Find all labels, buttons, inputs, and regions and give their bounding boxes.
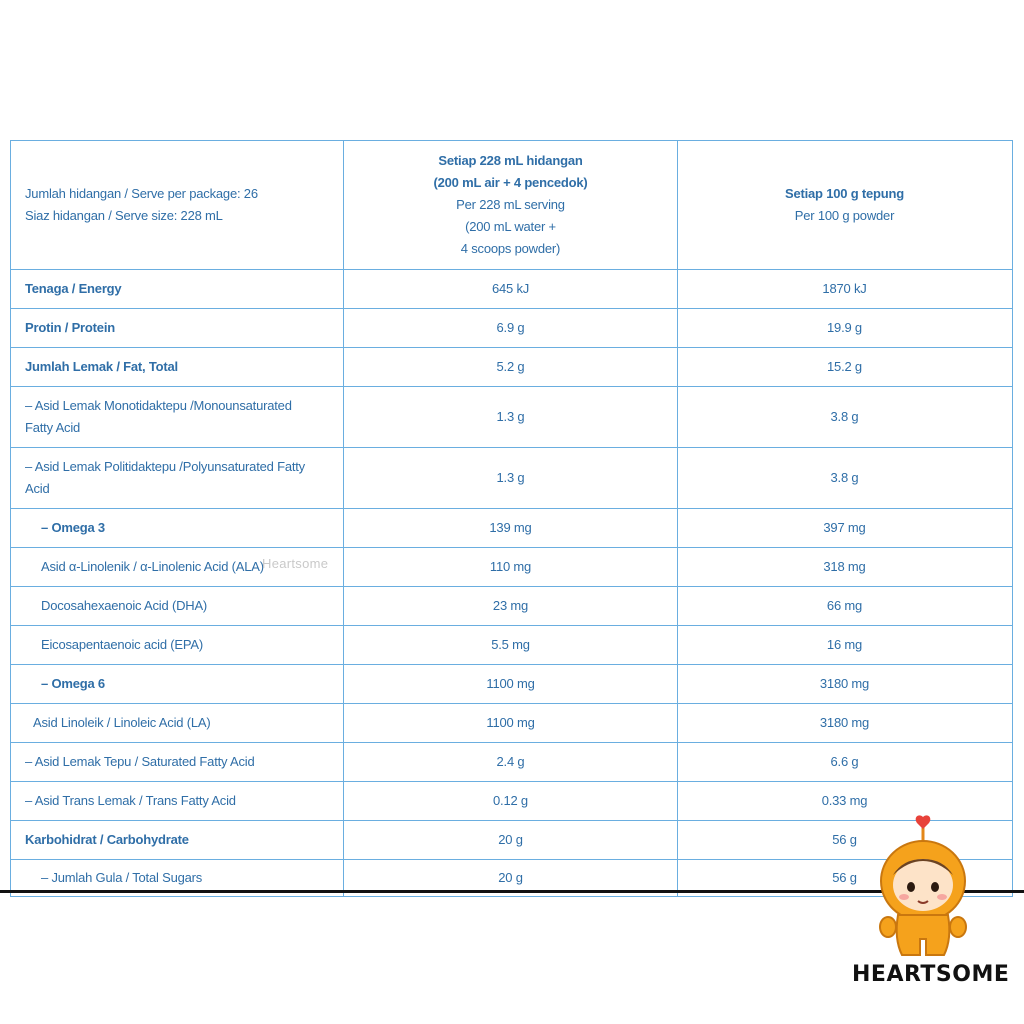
nutrient-label: Eicosapentaenoic acid (EPA) <box>11 626 344 664</box>
nutrient-label: – Asid Lemak Monotidaktepu /Monounsaturated Fatty Acid <box>11 387 344 447</box>
nutrition-table <box>10 140 1013 897</box>
per-100g-value: 3180 mg <box>819 715 870 730</box>
table-row <box>11 703 1012 742</box>
table-row <box>11 269 1012 308</box>
nutrient-label: Tenaga / Energy <box>11 270 344 308</box>
per-serving-value: 1100 mg <box>344 665 678 703</box>
per-100g-value: 397 mg <box>823 520 866 535</box>
watermark-text: Heartsome <box>262 556 329 571</box>
table-row <box>11 586 1012 625</box>
per-serving-value: 2.4 g <box>344 743 678 781</box>
nutrient-label: Protin / Protein <box>11 309 344 347</box>
per-serving-value: 1.3 g <box>344 387 678 447</box>
table-row <box>11 625 1012 664</box>
nutrient-label: Asid α-Linolenik / α-Linolenic Acid (ALA) <box>11 548 344 586</box>
per-100g-value: 66 mg <box>826 598 863 613</box>
mascot-icon <box>868 815 978 965</box>
per-100g-value: 3.8 g <box>830 470 859 485</box>
nutrient-label: – Asid Lemak Tepu / Saturated Fatty Acid <box>11 743 344 781</box>
table-row <box>11 508 1012 547</box>
nutrient-label: – Jumlah Gula / Total Sugars <box>11 860 344 896</box>
per-100g-value: 3.8 g <box>830 409 859 424</box>
per-100g-value: 6.6 g <box>830 754 859 769</box>
per-100g-header: Setiap 100 g tepung Per 100 g powder <box>784 186 904 223</box>
table-row <box>11 547 1012 586</box>
per-serving-value: 20 g <box>344 821 678 859</box>
nutrient-label: Karbohidrat / Carbohydrate <box>11 821 344 859</box>
per-100g-value: 318 mg <box>823 559 866 574</box>
serve-size: Siaz hidangan / Serve size: 228 mL <box>25 208 223 223</box>
per-serving-value: 23 mg <box>344 587 678 625</box>
per-serving-value: 20 g <box>344 860 678 896</box>
nutrient-label: – Asid Trans Lemak / Trans Fatty Acid <box>11 782 344 820</box>
table-row <box>11 308 1012 347</box>
table-row <box>11 820 1012 859</box>
nutrient-label: – Asid Lemak Politidaktepu /Polyunsaturated Fatty Acid <box>11 448 344 508</box>
table-row <box>11 742 1012 781</box>
per-100g-value: 56 g <box>832 832 857 847</box>
nutrient-label: Jumlah Lemak / Fat, Total <box>11 348 344 386</box>
nutrient-label: Docosahexaenoic Acid (DHA) <box>11 587 344 625</box>
serves-per-package: Jumlah hidangan / Serve per package: 26 <box>25 186 258 201</box>
table-row <box>11 781 1012 820</box>
per-100g-value: 3180 mg <box>819 676 870 691</box>
table-row <box>11 347 1012 386</box>
per-100g-value: 56 g <box>832 870 857 885</box>
serving-info-cell <box>11 141 344 269</box>
per-100g-value: 16 mg <box>826 637 863 652</box>
per-100g-value: 19.9 g <box>827 320 862 335</box>
nutrient-label: – Omega 6 <box>11 665 344 703</box>
per-serving-value: 139 mg <box>344 509 678 547</box>
per-100g-value: 1870 kJ <box>822 281 867 296</box>
nutrient-label: – Omega 3 <box>11 509 344 547</box>
table-row <box>11 664 1012 703</box>
per-serving-value: 645 kJ <box>344 270 678 308</box>
per-serving-value: 1.3 g <box>344 448 678 508</box>
per-100g-value: 0.33 mg <box>821 793 868 808</box>
per-serving-value: 5.5 mg <box>344 626 678 664</box>
per-serving-header: Setiap 228 mL hidangan (200 mL air + 4 pencedok) Per 228 mL serving (200 mL water + 4 scoops powder) <box>344 141 678 269</box>
per-serving-value: 1100 mg <box>344 704 678 742</box>
per-serving-value: 5.2 g <box>344 348 678 386</box>
per-100g-value: 15.2 g <box>827 359 862 374</box>
table-row <box>11 447 1012 508</box>
per-serving-value: 0.12 g <box>344 782 678 820</box>
per-serving-value: 110 mg <box>344 548 678 586</box>
brand-logo-text: HEARTSOME <box>852 962 1010 987</box>
table-row <box>11 386 1012 447</box>
nutrient-label: Asid Linoleik / Linoleic Acid (LA) <box>11 704 344 742</box>
per-serving-value: 6.9 g <box>344 309 678 347</box>
table-header-row <box>11 141 1012 269</box>
